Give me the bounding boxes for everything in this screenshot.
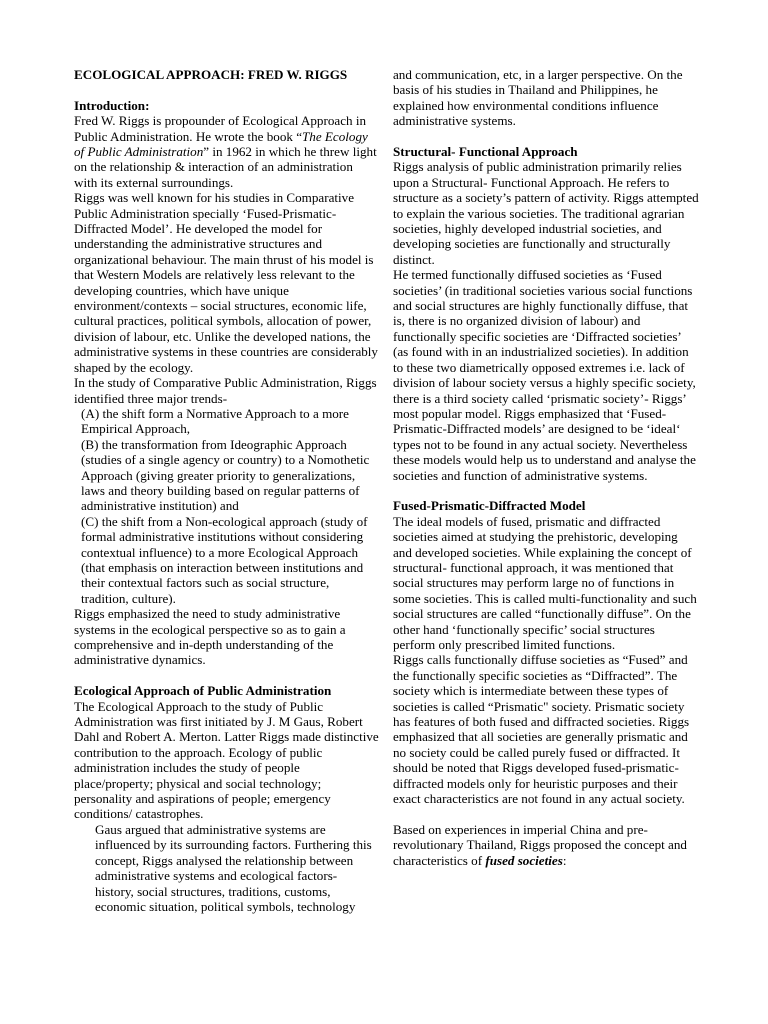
intro-p1-text-b: ” in 1962 in which he threw light on the relationship & interaction of an administration with its external surroundings. — [74, 144, 377, 190]
fpd-heading: Fused-Prismatic-Diffracted Model — [393, 498, 586, 514]
ecological-paragraph-2-continued: and communication, etc, in a larger perspective. On the basis of his studies in Thailand and Philippines, he explained how environmental conditions influence administrative systems. — [393, 67, 683, 129]
fpd-paragraph-1: The ideal models of fused, prismatic and diffracted societies aimed at studying the prehistoric, developing and developed societies. While explaining the concept of structural- functional approach, it was mentioned that social structures may perform large no of functions in some societies. This is called multi-functionality and such social structures are called “functionally diffuse”. On the other hand ‘functionally specific’ social structures perform only prescribed limited functions. — [393, 513, 697, 652]
fpd-paragraph-3 — [393, 822, 699, 868]
introduction-paragraph-1 — [74, 113, 379, 190]
fused-societies-term: fused societies — [485, 852, 563, 868]
right-column — [393, 67, 699, 868]
fpd-p3-text-a: Based on experiences in imperial China and pre-revolutionary Thailand, Riggs proposed the concept and characteristics of — [393, 821, 687, 868]
fpd-paragraph-2: Riggs calls functionally diffuse societies as “Fused” and the functionally specific societies as “Diffracted”. The society which is intermediate between these types of societies is called “Prismatic" society. Prismatic society has features of both fused and diffracted societies. Riggs emphasized that all societies are generally prismatic and no society could be called purely fused or diffracted. It should be noted that Riggs developed fused-prismatic-diffracted models only for heuristic purposes and their exact characteristics are not found in any actual society. — [393, 652, 690, 807]
trend-a: (A) the shift form a Normative Approach to a more Empirical Approach, — [81, 405, 349, 437]
introduction-paragraph-4: Riggs emphasized the need to study administrative systems in the ecological perspective so as to gain a comprehensive and in-depth understanding of the administrative dynamics. — [74, 606, 346, 668]
structural-paragraph-2: He termed functionally diffused societies as ‘Fused societies’ (in traditional societies various social functions and social structures are highly functionally diffuse, that is, there is no organized division of labour) and functionally specific societies are ‘Diffracted societies’ (as found with in an industrialized societies). In addition to these two diametrically opposed extremes i.e. lack of division of labour society versus a highly specific society, there is a third society called ‘prismatic society’- Riggs’ most popular model. Riggs emphasized that ‘Fused-Prismatic-Diffracted models’ are designed to be ‘ideal‘ types not to be found in any actual society. Nevertheless these models would help us to understand and analyse the societies and function of administrative systems. — [393, 267, 696, 483]
trend-c: (C) the shift from a Non-ecological approach (study of formal administrative institutions without considering contextual influence) to a more Ecological Approach (that emphasis on interaction between institutions and their contextual factors such as social structure, tradition, culture). — [81, 513, 368, 606]
ecological-paragraph-2: Gaus argued that administrative systems are influenced by its surrounding factors. Furthering this concept, Riggs analysed the relationship between administrative systems and ecological factors- history, social structures, traditions, customs, economic situation, political symbols, technology — [95, 821, 372, 914]
fpd-p3-text-b: : — [562, 852, 567, 868]
structural-heading: Structural- Functional Approach — [393, 144, 578, 160]
structural-paragraph-1: Riggs analysis of public administration primarily relies upon a Structural- Functional Approach. He refers to structure as a society’s pattern of activity. Riggs attempted to explain the various societies. The traditional agrarian societies, highly developed industrial societies, and developing societies are functionally and structurally distinct. — [393, 159, 699, 267]
introduction-paragraph-2: Riggs was well known for his studies in Comparative Public Administration specially ‘Fused-Prismatic-Diffracted Model’. He developed the model for understanding the administrative structures and organizational behaviour. The main thrust of his model is that Western Models are relatively less relevant to the developing countries, which have unique environment/contexts – social structures, economic life, cultural practices, political symbols, allocation of power, division of labour, etc. Unlike the developed nations, the administrative systems in these countries are considerably shaped by the ecology. — [74, 190, 378, 375]
document-title: ECOLOGICAL APPROACH: FRED W. RIGGS — [74, 67, 348, 82]
introduction-paragraph-3: In the study of Comparative Public Administration, Riggs identified three major trends- — [74, 375, 377, 406]
ecological-heading: Ecological Approach of Public Administration — [74, 683, 332, 699]
left-column — [74, 67, 379, 914]
book-title: The Ecology of Public Administration — [74, 128, 368, 160]
introduction-heading: Introduction: — [74, 97, 150, 113]
ecological-paragraph-1: The Ecological Approach to the study of Public Administration was first initiated by J. M Gaus, Robert Dahl and Robert A. Merton. Latter Riggs made distinctive contribution to the approach. Ecology of public administration includes the study of people place/property; physical and social technology; personality and aspirations of people; emergency conditions/ catastrophes. — [74, 698, 379, 822]
intro-p1-text-a: Fred W. Riggs is propounder of Ecological Approach in Public Administration. He wrote the book “ — [74, 113, 367, 144]
trend-b: (B) the transformation from Ideographic Approach (studies of a single agency or country) to a Nomothetic Approach (giving greater priority to generalizations, laws and theory building based on regular patterns of administrative institution) and — [81, 436, 370, 514]
